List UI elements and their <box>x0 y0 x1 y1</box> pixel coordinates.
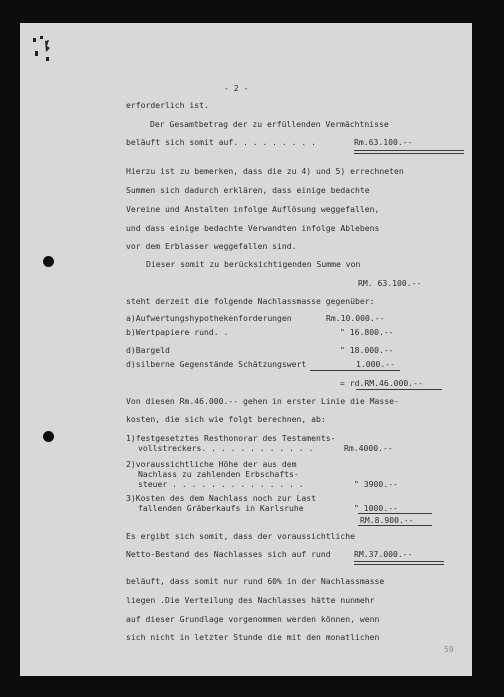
text-line: vor dem Erblasser weggefallen sind. <box>126 241 297 251</box>
punch-hole-top <box>43 256 54 267</box>
amount-2: " 3900.-- <box>354 479 398 489</box>
text-line: liegen .Die Verteilung des Nachlasses hätte nunmehr <box>126 595 375 605</box>
text-line: erforderlich ist. <box>126 100 209 110</box>
punch-hole-bottom <box>43 431 54 442</box>
text-line: a)Aufwertungshypothekenforderungen <box>126 313 292 323</box>
text-line: Der Gesamtbetrag der zu erfüllenden Vermächtnisse <box>150 119 389 129</box>
text-line: Dieser somit zu berücksichtigenden Summe von <box>146 259 361 269</box>
text-line: Netto-Bestand des Nachlasses sich auf rund <box>126 549 331 559</box>
amount-costs-total: RM.8.900.-- <box>360 515 414 525</box>
text-line: steht derzeit die folgende Nachlassmasse gegenüber: <box>126 296 375 306</box>
text-line: Summen sich dadurch erklären, dass einige bedachte <box>126 185 370 195</box>
text-line: steuer . . . . . . . . . . . . . . <box>138 479 304 489</box>
amount-1: Rm.4000.-- <box>344 443 393 453</box>
amount-mass-total: = rd.RM.46.000.-- <box>340 378 423 388</box>
text-line: sich nicht in letzter Stunde die mit den monatlichen <box>126 632 380 642</box>
text-line: Hierzu ist zu bemerken, dass die zu 4) und 5) errechneten <box>126 166 404 176</box>
amount-total-bequests: Rm.63.100.-- <box>354 137 413 147</box>
text-line: 3)Kosten des dem Nachlass noch zur Last <box>126 493 317 503</box>
text-line: 1)festgesetztes Resthonorar des Testaments- <box>126 433 336 443</box>
underline <box>358 525 432 526</box>
text-line: Nachlass zu zahlenden Erbschafts- <box>138 469 299 479</box>
text-line: b)Wertpapiere rund. . <box>126 327 229 337</box>
amount-c: " 18.000.-- <box>340 345 394 355</box>
text-line: und dass einige bedachte Verwandten infolge Ablebens <box>126 223 380 233</box>
text-line: vollstreckers. . . . . . . . . . . . <box>138 443 314 453</box>
text-line: kosten, die sich wie folgt berechnen, ab: <box>126 414 326 424</box>
text-line: d)Bargeld <box>126 345 170 355</box>
amount-a: Rm.10.000.-- <box>326 313 385 323</box>
text-line: d)silberne Gegenstände Schätzungswert <box>126 359 307 369</box>
document-page <box>20 23 472 676</box>
amount-net: RM.37.000.-- <box>354 549 413 559</box>
double-underline <box>354 150 464 154</box>
amount-b: " 16.800.-- <box>340 327 394 337</box>
text-line: 2)voraussichtliche Höhe der aus dem <box>126 459 297 469</box>
text-line: Vereine und Anstalten infolge Auflösung weggefallen, <box>126 204 380 214</box>
amount-3: " 1000.-- <box>354 503 398 513</box>
amount-d: 1.000.-- <box>356 359 395 369</box>
text-line: fallenden Gräberkaufs in Karlsruhe <box>138 503 304 513</box>
text-line: auf dieser Grundlage vorgenommen werden können, wenn <box>126 614 380 624</box>
underline <box>310 370 400 371</box>
underline <box>358 513 432 514</box>
text-line: beläuft, dass somit nur rund 60% in der Nachlassmasse <box>126 576 385 586</box>
text-line: beläuft sich somit auf. . . . . . . . . <box>126 137 317 147</box>
text-line: Von diesen Rm.46.000.-- gehen in erster Linie die Masse- <box>126 396 399 406</box>
double-underline <box>354 561 444 565</box>
folio-number: 59 <box>444 645 454 654</box>
archive-stamp-mark <box>32 35 54 65</box>
amount-sum: RM. 63.100.-- <box>358 278 422 288</box>
underline <box>356 389 442 390</box>
text-line: Es ergibt sich somit, dass der voraussichtliche <box>126 531 356 541</box>
page-number: - 2 - <box>224 83 249 93</box>
